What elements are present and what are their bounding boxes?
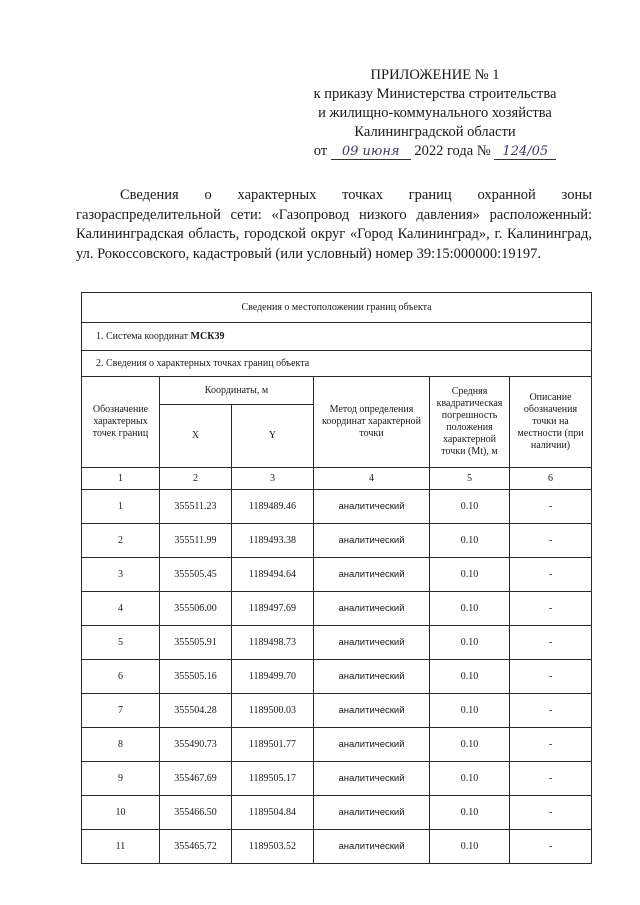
y-coordinate-cell: 1189500.03: [232, 694, 314, 728]
header-y: Y: [232, 405, 314, 468]
point-number-cell: 5: [82, 626, 160, 660]
description-cell: -: [510, 490, 592, 524]
x-coordinate-cell: 355505.45: [160, 558, 232, 592]
error-cell: 0.10: [430, 490, 510, 524]
description-cell: -: [510, 830, 592, 864]
column-number: 1: [82, 468, 160, 490]
y-coordinate-cell: 1189493.38: [232, 524, 314, 558]
error-cell: 0.10: [430, 524, 510, 558]
column-number: 5: [430, 468, 510, 490]
method-cell: аналитический: [314, 762, 430, 796]
table-row: [82, 592, 592, 626]
coordinate-system-value: МСК39: [190, 330, 225, 342]
column-number: 2: [160, 468, 232, 490]
points-section-label: 2. Сведения о характерных точках границ объекта: [82, 351, 592, 377]
x-coordinate-cell: 355466.50: [160, 796, 232, 830]
table-row: [82, 762, 592, 796]
column-number: 3: [232, 468, 314, 490]
table-row: [82, 490, 592, 524]
description-cell: -: [510, 796, 592, 830]
handwritten-date: 09 июня: [331, 145, 411, 160]
date-suffix: 2022 года №: [414, 143, 491, 159]
point-number-cell: 4: [82, 592, 160, 626]
x-coordinate-cell: 355504.28: [160, 694, 232, 728]
order-date-line: [280, 142, 590, 161]
method-cell: аналитический: [314, 694, 430, 728]
coordinate-system-row: [82, 323, 592, 351]
header-coordinates: Координаты, м: [160, 377, 314, 405]
description-cell: -: [510, 626, 592, 660]
table-row: [82, 728, 592, 762]
point-number-cell: 3: [82, 558, 160, 592]
header-error: Средняя квадратическая погрешность положения характерной точки (Mt), м: [430, 377, 510, 468]
method-cell: аналитический: [314, 830, 430, 864]
method-cell: аналитический: [314, 626, 430, 660]
error-cell: 0.10: [430, 830, 510, 864]
y-coordinate-cell: 1189504.84: [232, 796, 314, 830]
point-number-cell: 7: [82, 694, 160, 728]
error-cell: 0.10: [430, 762, 510, 796]
handwritten-order-number: 124/05: [494, 145, 556, 160]
x-coordinate-cell: 355505.16: [160, 660, 232, 694]
method-cell: аналитический: [314, 524, 430, 558]
x-coordinate-cell: 355467.69: [160, 762, 232, 796]
table-row: [82, 660, 592, 694]
description-cell: -: [510, 728, 592, 762]
method-cell: аналитический: [314, 490, 430, 524]
description-cell: -: [510, 592, 592, 626]
coordinate-system-label: 1. Система координат: [96, 330, 189, 342]
method-cell: аналитический: [314, 660, 430, 694]
y-coordinate-cell: 1189489.46: [232, 490, 314, 524]
x-coordinate-cell: 355490.73: [160, 728, 232, 762]
table-row: [82, 830, 592, 864]
header-point: Обозначение характерных точек границ: [82, 377, 160, 468]
column-number: 6: [510, 468, 592, 490]
point-number-cell: 9: [82, 762, 160, 796]
table-row: [82, 558, 592, 592]
point-number-cell: 8: [82, 728, 160, 762]
y-coordinate-cell: 1189499.70: [232, 660, 314, 694]
method-cell: аналитический: [314, 558, 430, 592]
y-coordinate-cell: 1189497.69: [232, 592, 314, 626]
header-description: Описание обозначения точки на местности (при наличии): [510, 377, 592, 468]
y-coordinate-cell: 1189503.52: [232, 830, 314, 864]
points-rows: [82, 490, 592, 864]
error-cell: 0.10: [430, 796, 510, 830]
y-coordinate-cell: 1189501.77: [232, 728, 314, 762]
x-coordinate-cell: 355465.72: [160, 830, 232, 864]
order-line-2: и жилищно-коммунального хозяйства: [318, 105, 552, 121]
table-row: [82, 694, 592, 728]
point-number-cell: 2: [82, 524, 160, 558]
description-cell: -: [510, 558, 592, 592]
header-x: X: [160, 405, 232, 468]
table-row: [82, 524, 592, 558]
table-row: [82, 626, 592, 660]
y-coordinate-cell: 1189498.73: [232, 626, 314, 660]
method-cell: аналитический: [314, 728, 430, 762]
x-coordinate-cell: 355505.91: [160, 626, 232, 660]
method-cell: аналитический: [314, 592, 430, 626]
description-cell: -: [510, 762, 592, 796]
point-number-cell: 1: [82, 490, 160, 524]
appendix-header: [280, 66, 590, 161]
x-coordinate-cell: 355506.00: [160, 592, 232, 626]
date-prefix: от: [313, 143, 328, 159]
description-cell: -: [510, 524, 592, 558]
error-cell: 0.10: [430, 558, 510, 592]
point-number-cell: 11: [82, 830, 160, 864]
y-coordinate-cell: 1189505.17: [232, 762, 314, 796]
header-method: Метод определения координат характерной точки: [314, 377, 430, 468]
boundary-points-table: [81, 292, 592, 864]
table-title: Сведения о местоположении границ объекта: [82, 293, 592, 323]
column-number: 4: [314, 468, 430, 490]
error-cell: 0.10: [430, 660, 510, 694]
intro-paragraph: Сведения о характерных точках границ охранной зоны газораспределительной сети: «Газопровод низкого давления» расположенный: Калининградская область, городской округ «Город Калининград», г. Калининград, ул. Рокоссовского, кадастровый (или условный) номер 39:15:000000:19197.: [76, 187, 592, 262]
appendix-title: ПРИЛОЖЕНИЕ № 1: [370, 67, 500, 83]
table-row: [82, 796, 592, 830]
order-line-1: к приказу Министерства строительства: [313, 86, 557, 102]
x-coordinate-cell: 355511.23: [160, 490, 232, 524]
method-cell: аналитический: [314, 796, 430, 830]
error-cell: 0.10: [430, 728, 510, 762]
point-number-cell: 6: [82, 660, 160, 694]
point-number-cell: 10: [82, 796, 160, 830]
error-cell: 0.10: [430, 694, 510, 728]
order-line-3: Калининградской области: [354, 124, 516, 140]
error-cell: 0.10: [430, 592, 510, 626]
x-coordinate-cell: 355511.99: [160, 524, 232, 558]
description-cell: -: [510, 660, 592, 694]
y-coordinate-cell: 1189494.64: [232, 558, 314, 592]
error-cell: 0.10: [430, 626, 510, 660]
description-cell: -: [510, 694, 592, 728]
